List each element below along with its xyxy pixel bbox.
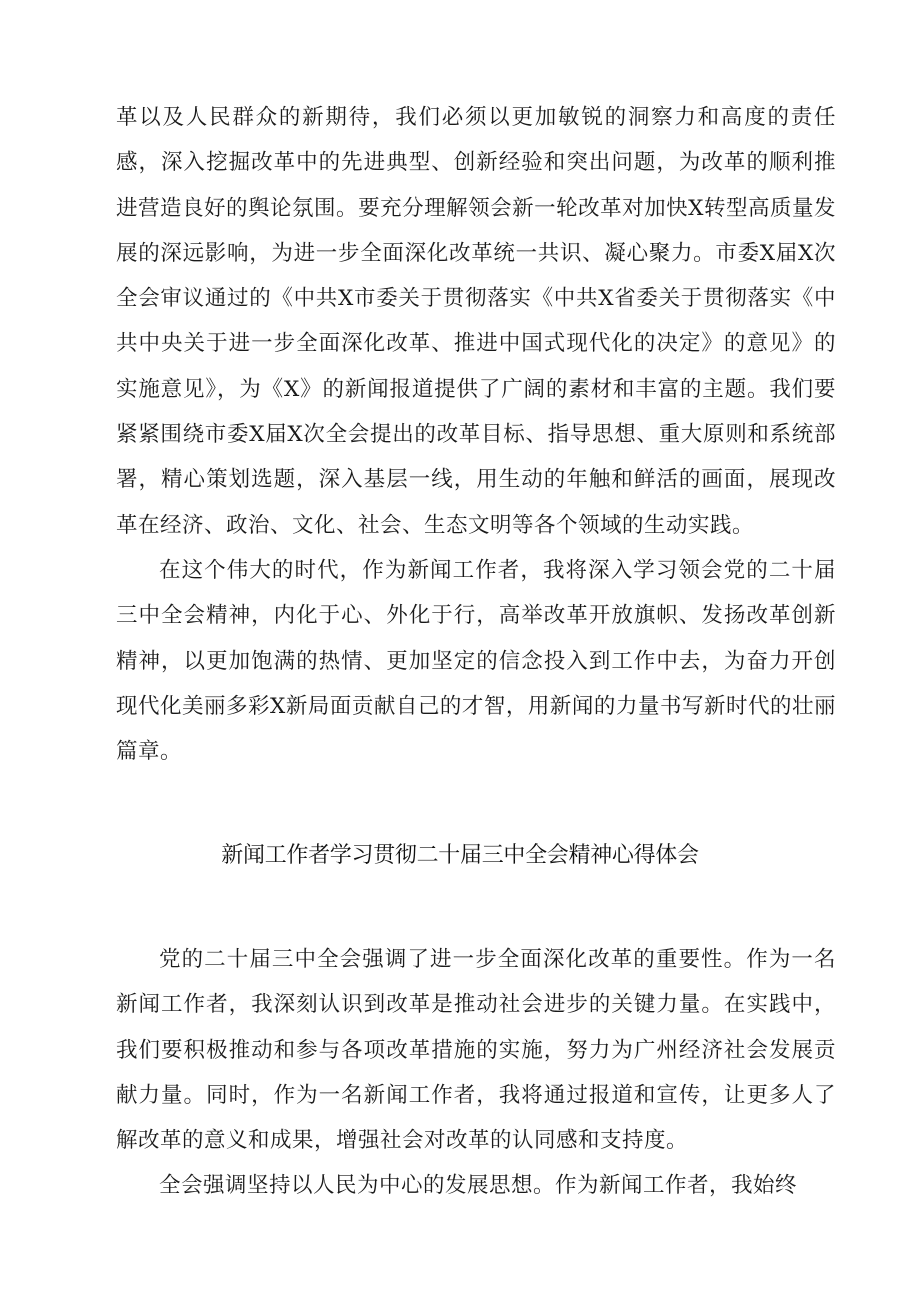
body-paragraph: 全会强调坚持以人民为中心的发展思想。作为新闻工作者，我始终 [159,1173,798,1199]
article-title: 新闻工作者学习贯彻二十届三中全会精神心得体会 [221,843,699,868]
article-body [116,95,836,774]
body-paragraph: 党的二十届三中全会强调了进一步全面深化改革的重要性。作为一名新闻工作者，我深刻认识到改革是推动社会进步的关键力量。在实践中，我们要积极推动和参与各项改革措施的实施，努力为广州经济社会发展贡献力量。同时，作为一名新闻工作者，我将通过报道和宣传，让更多人了解改革的意义和成果，增强社会对改革的认同感和支持度。 [116,947,836,1154]
closing-paragraph: 在这个伟大的时代，作为新闻工作者，我将深入学习领会党的二十届三中全会精神，内化于心、外化于行，高举改革开放旗帜、发扬改革创新精神，以更加饱满的热情、更加坚定的信念投入到工作中去，为奋力开创现代化美丽多彩X新局面贡献自己的才智，用新闻的力量书写新时代的壮丽篇章。 [116,557,836,765]
continuation-paragraph: 革以及人民群众的新期待，我们必须以更加敏锐的洞察力和高度的责任感，深入挖掘改革中的先进典型、创新经验和突出问题，为改革的顺利推进营造良好的舆论氛围。要充分理解领会新一轮改革对加快X转型高质量发展的深远影响，为进一步全面深化改革统一共识、凝心聚力。市委X届X次全会审议通过的《中共X市委关于贯彻落实《中共X省委关于贯彻落实《中共中央关于进一步全面深化改革、推进中国式现代化的决定》的意见》的实施意见》，为《X》的新闻报道提供了广阔的素材和丰富的主题。我们要紧紧围绕市委X届X次全会提出的改革目标、指导思想、重大原则和系统部署，精心策划选题，深入基层一线，用生动的年触和鲜活的画面，展现改革在经济、政治、文化、社会、生态文明等各个领域的生动实践。 [116,105,836,538]
next-article-body [116,937,836,1209]
